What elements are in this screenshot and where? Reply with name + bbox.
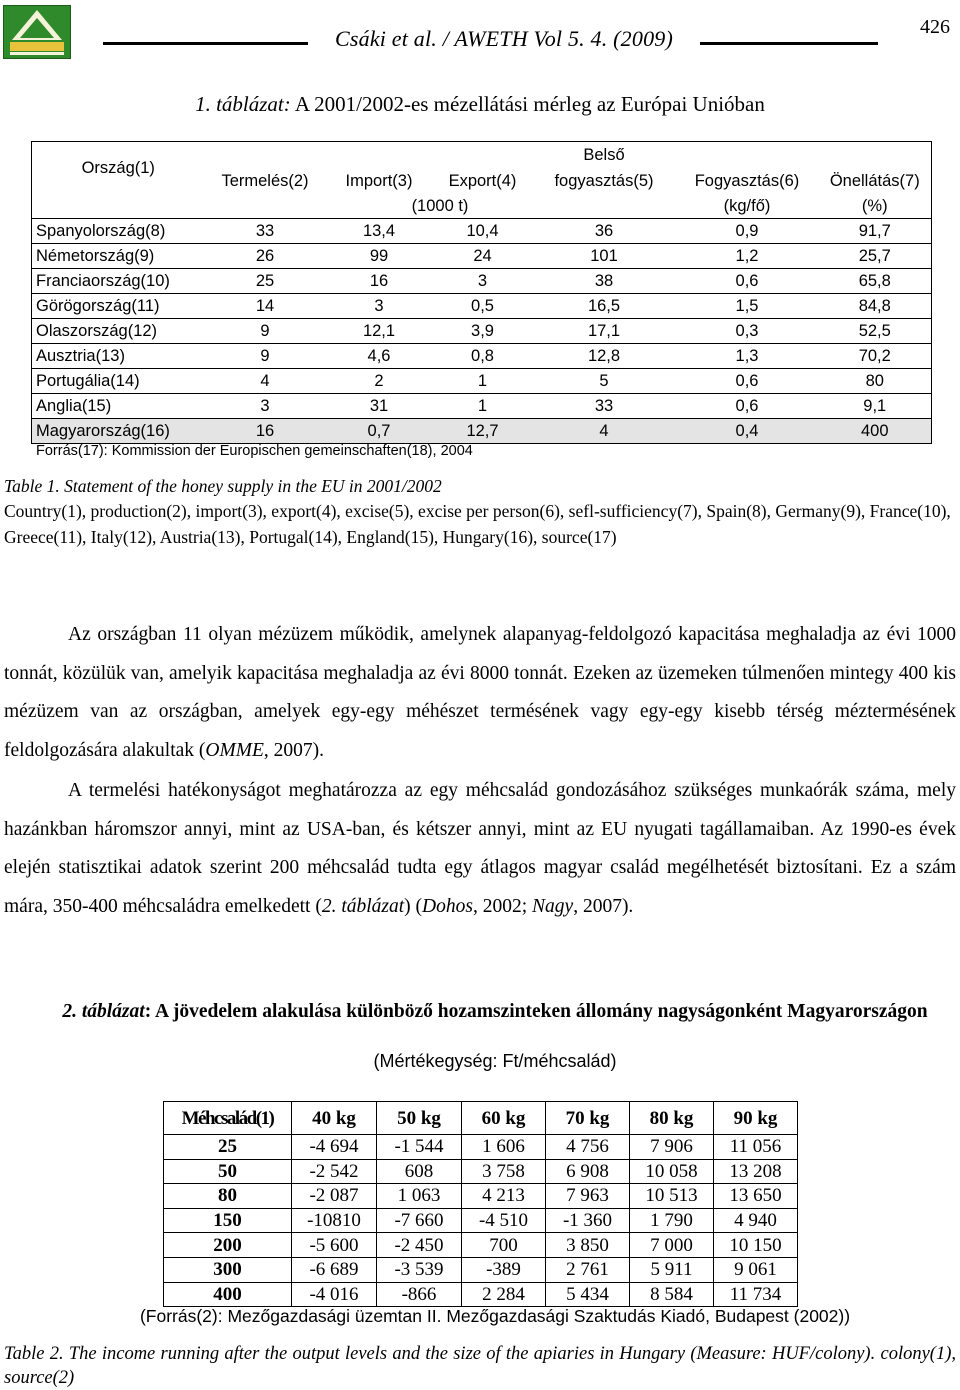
table1-cell-production: 9	[205, 319, 326, 344]
table1-cell-consumption: 12,8	[533, 344, 676, 369]
table1-cell-production: 33	[205, 219, 326, 244]
header-rule-left	[103, 42, 308, 45]
table1-cell-country: Magyarország(16)	[32, 419, 205, 444]
table2-caption-text: : A jövedelem alakulása különböző hozamszinteken állomány nagyságonként Magyarországon	[144, 1001, 928, 1022]
table1-cell-self-sufficiency: 25,7	[819, 244, 932, 269]
table2-cell-income: 4 756	[546, 1135, 630, 1160]
paragraph-2-mid-2: , 2002;	[472, 896, 533, 918]
table1-cell-production: 16	[205, 419, 326, 444]
table2-cell-income: -6 689	[292, 1257, 377, 1282]
table2-cell-income: 4 940	[714, 1208, 798, 1233]
table2-cell-income: 13 208	[714, 1159, 798, 1184]
table2-cell-income: -1 360	[546, 1208, 630, 1233]
table2-cell-income: 608	[377, 1159, 462, 1184]
table1-cell-import: 2	[326, 369, 433, 394]
table1-cell-consumption: 33	[533, 394, 676, 419]
table2-cell-income: 7 963	[546, 1184, 630, 1209]
table1-cell-self-sufficiency: 9,1	[819, 394, 932, 419]
table2-cell-income: 1 606	[462, 1135, 546, 1160]
paragraph-2-table-ref: 2. táblázat	[321, 896, 405, 918]
table2-col-yield: 60 kg	[462, 1102, 546, 1135]
table2-cell-income: -866	[377, 1282, 462, 1307]
table1-row	[32, 219, 932, 244]
paragraph-1-end: , 2007).	[263, 740, 325, 762]
table2-cell-income: -389	[462, 1257, 546, 1282]
table1-cell-import: 31	[326, 394, 433, 419]
table1-cell-production: 14	[205, 294, 326, 319]
table1-cell-per-person: 0,6	[676, 369, 819, 394]
table1-caption	[0, 92, 960, 117]
table2-cell-income: 8 584	[630, 1282, 714, 1307]
table2-header-row	[164, 1102, 798, 1135]
paragraph-2-mid: ) (	[404, 896, 423, 918]
table1-row	[32, 319, 932, 344]
paragraph-1-citation: OMME	[205, 740, 264, 762]
table1-cell-country: Portugália(14)	[32, 369, 205, 394]
table1-cell-country: Ausztria(13)	[32, 344, 205, 369]
table1-caption-text: A 2001/2002-es mézellátási mérleg az Európai Unióban	[290, 92, 765, 116]
table1-cell-country: Olaszország(12)	[32, 319, 205, 344]
table1-col-export: Export(4)	[433, 142, 533, 195]
table2-cell-income: 7 906	[630, 1135, 714, 1160]
table1-unit-percent: (%)	[819, 194, 932, 219]
table2-cell-income: 13 650	[714, 1184, 798, 1209]
table2-cell-income: 1 063	[377, 1184, 462, 1209]
table1-cell-import: 3	[326, 294, 433, 319]
paragraph-2-end: , 2007).	[573, 896, 634, 918]
paragraph-2-text: A termelési hatékonyságot meghatározza az egy méhcsalád gondozásához szükséges munkaórák száma, mely hazánkban háromszor annyi, mint az USA-ban, és kétszer annyi, mint az EU nyugati tagállamaiban. Az 1990-es évek elején statisztikai adatok szerint 200 méhcsalád tudta egy átlagos magyar család megélhetését biztosítani. Ez a szám mára, 350-400 méhcsaládra emelkedett (	[4, 780, 956, 918]
table2-cell-income: -4 016	[292, 1282, 377, 1307]
table1-cell-export: 0,8	[433, 344, 533, 369]
table2-cell-income: -5 600	[292, 1233, 377, 1258]
table1-col-consumption-l2: fogyasztás(5)	[554, 172, 654, 190]
table2-cell-income: 11 056	[714, 1135, 798, 1160]
table1-cell-import: 0,7	[326, 419, 433, 444]
table1-cell-production: 4	[205, 369, 326, 394]
table2-row-colony-count: 80	[164, 1184, 292, 1209]
table1-cell-export: 12,7	[433, 419, 533, 444]
table1-cell-per-person: 0,3	[676, 319, 819, 344]
table1-col-per-person: Fogyasztás(6)	[676, 142, 819, 195]
table1-cell-consumption: 4	[533, 419, 676, 444]
table2-cell-income: 4 213	[462, 1184, 546, 1209]
table2-cell-income: -2 450	[377, 1233, 462, 1258]
table1-cell-consumption: 17,1	[533, 319, 676, 344]
table1-cell-export: 3	[433, 269, 533, 294]
table2-col-yield: 40 kg	[292, 1102, 377, 1135]
table1-cell-self-sufficiency: 52,5	[819, 319, 932, 344]
table2-row	[164, 1159, 798, 1184]
table1-cell-import: 16	[326, 269, 433, 294]
table2-cell-income: 10 150	[714, 1233, 798, 1258]
header-rule-right	[700, 42, 878, 45]
table2-row	[164, 1208, 798, 1233]
table2-cell-income: -10810	[292, 1208, 377, 1233]
paragraph-2	[4, 772, 956, 927]
table1-cell-per-person: 1,3	[676, 344, 819, 369]
table1-cell-self-sufficiency: 65,8	[819, 269, 932, 294]
table1-cell-country: Németország(9)	[32, 244, 205, 269]
table1-cell-country: Spanyolország(8)	[32, 219, 205, 244]
page-number: 426	[920, 16, 950, 38]
table1-cell-per-person: 0,6	[676, 394, 819, 419]
table1-row	[32, 369, 932, 394]
table1-cell-per-person: 1,2	[676, 244, 819, 269]
table1-cell-self-sufficiency: 80	[819, 369, 932, 394]
table2-row-colony-count: 25	[164, 1135, 292, 1160]
table2-row-colony-count: 300	[164, 1257, 292, 1282]
paragraph-1-text: Az országban 11 olyan mézüzem működik, amelynek alapanyag-feldolgozó kapacitása meghaladja az évi 1000 tonnát, közülük van, amelyik kapacitása meghaladja az évi 8000 tonnát. Ezeken az üzemeken túlmenően mintegy 400 kis mézüzem van az országban, amelyek egy-egy méhészet termésének vagy egy-egy kisebb térség méztermésének feldolgozására alakultak (	[4, 624, 956, 762]
table1-cell-import: 12,1	[326, 319, 433, 344]
table2-cell-income: 10 513	[630, 1184, 714, 1209]
table1-cell-self-sufficiency: 84,8	[819, 294, 932, 319]
table2-cell-income: 2 761	[546, 1257, 630, 1282]
table1-cell-consumption: 16,5	[533, 294, 676, 319]
table2-cell-income: -2 542	[292, 1159, 377, 1184]
table1-cell-self-sufficiency: 400	[819, 419, 932, 444]
table1-row	[32, 269, 932, 294]
table2-row	[164, 1184, 798, 1209]
table2-row-colony-count: 400	[164, 1282, 292, 1307]
logo-emblem-icon	[4, 6, 70, 58]
table1-cell-export: 10,4	[433, 219, 533, 244]
table2-cell-income: -3 539	[377, 1257, 462, 1282]
table2-row	[164, 1257, 798, 1282]
table2-cell-income: 2 284	[462, 1282, 546, 1307]
running-head: Csáki et al. / AWETH Vol 5. 4. (2009)	[335, 26, 673, 51]
table1-unit-tonnes: (1000 t)	[205, 194, 676, 219]
table2-cell-income: 700	[462, 1233, 546, 1258]
table1-row	[32, 244, 932, 269]
table1-cell-per-person: 1,5	[676, 294, 819, 319]
table2-cell-income: -4 510	[462, 1208, 546, 1233]
table2-cell-income: 5 434	[546, 1282, 630, 1307]
table2-cell-income: 3 758	[462, 1159, 546, 1184]
table1-en-legend: Country(1), production(2), import(3), export(4), excise(5), excise per person(6), sefl-sufficiency(7), Spain(8), Germany(9), France(10), Greece(11), Italy(12), Austria(13), Portugal(14), England(15), Hungary(16), source(17)	[4, 501, 951, 547]
table2-row-colony-count: 200	[164, 1233, 292, 1258]
table1-col-self-sufficiency: Önellátás(7)	[819, 142, 932, 195]
table2-cell-income: -7 660	[377, 1208, 462, 1233]
table2-row	[164, 1135, 798, 1160]
table1-cell-export: 0,5	[433, 294, 533, 319]
table1-en-caption: Table 1. Statement of the honey supply in the EU in 2001/2002	[4, 476, 442, 496]
table2-en-caption: Table 2. The income running after the output levels and the size of the apiaries in Hungary (Measure: HUF/colony). colony(1), source(2)	[4, 1344, 956, 1388]
table1-cell-import: 99	[326, 244, 433, 269]
table1-header-row	[32, 142, 932, 169]
table1-cell-country: Anglia(15)	[32, 394, 205, 419]
table1-cell-export: 1	[433, 394, 533, 419]
table2-cell-income: 6 908	[546, 1159, 630, 1184]
table1-cell-consumption: 5	[533, 369, 676, 394]
paragraph-2-citation-2: Nagy	[532, 896, 574, 918]
table1-units-row	[32, 194, 932, 219]
table1-unit-per-person: (kg/fő)	[676, 194, 819, 219]
table1-cell-production: 3	[205, 394, 326, 419]
table1-col-production: Termelés(2)	[205, 142, 326, 195]
table1-cell-import: 13,4	[326, 219, 433, 244]
table2-caption	[0, 999, 960, 1025]
table1-cell-consumption: 101	[533, 244, 676, 269]
table1-source: Forrás(17): Kommission der Europischen gemeinschaften(18), 2004	[36, 443, 473, 459]
table1-cell-production: 26	[205, 244, 326, 269]
table2-cell-income: 10 058	[630, 1159, 714, 1184]
table2-cell-income: 11 734	[714, 1282, 798, 1307]
table2-col-yield: 70 kg	[546, 1102, 630, 1135]
table2-caption-label: 2. táblázat	[62, 1001, 145, 1022]
table2-row	[164, 1282, 798, 1307]
table2-col-colony: Méhcsalád(1)	[164, 1102, 292, 1135]
journal-logo	[3, 5, 71, 59]
table1-cell-per-person: 0,6	[676, 269, 819, 294]
table2-source: (Forrás(2): Mezőgazdasági üzemtan II. Mezőgazdasági Szaktudás Kiadó, Budapest (2002))	[139, 1306, 851, 1326]
table1-cell-production: 9	[205, 344, 326, 369]
table2-cell-income: 5 911	[630, 1257, 714, 1282]
table1-cell-self-sufficiency: 91,7	[819, 219, 932, 244]
table1-cell-consumption: 38	[533, 269, 676, 294]
table1-cell-per-person: 0,9	[676, 219, 819, 244]
table1	[31, 141, 932, 444]
table1-col-country: Ország(1)	[32, 142, 205, 195]
table1-cell-country: Franciaország(10)	[32, 269, 205, 294]
table1-row	[32, 344, 932, 369]
table1-cell-country: Görögország(11)	[32, 294, 205, 319]
table2	[163, 1101, 798, 1307]
paragraph-1	[4, 616, 956, 771]
table1-caption-label: 1. táblázat:	[195, 92, 291, 116]
table2-cell-income: 3 850	[546, 1233, 630, 1258]
table1-cell-per-person: 0,4	[676, 419, 819, 444]
table2-row-colony-count: 150	[164, 1208, 292, 1233]
table2-cell-income: 1 790	[630, 1208, 714, 1233]
table2-cell-income: -1 544	[377, 1135, 462, 1160]
table1-col-consumption-l1: Belső	[533, 142, 676, 169]
table1-cell-consumption: 36	[533, 219, 676, 244]
table1-col-import: Import(3)	[326, 142, 433, 195]
table1-row	[32, 394, 932, 419]
table1-cell-production: 25	[205, 269, 326, 294]
table2-cell-income: -2 087	[292, 1184, 377, 1209]
table2-col-yield: 50 kg	[377, 1102, 462, 1135]
table1-cell-export: 1	[433, 369, 533, 394]
table1-cell-import: 4,6	[326, 344, 433, 369]
table2-row	[164, 1233, 798, 1258]
table1-cell-export: 24	[433, 244, 533, 269]
table2-col-yield: 80 kg	[630, 1102, 714, 1135]
table2-cell-income: 7 000	[630, 1233, 714, 1258]
table2-cell-income: -4 694	[292, 1135, 377, 1160]
table1-cell-self-sufficiency: 70,2	[819, 344, 932, 369]
paragraph-2-citation-1: Dohos	[422, 896, 473, 918]
table1-cell-export: 3,9	[433, 319, 533, 344]
table2-row-colony-count: 50	[164, 1159, 292, 1184]
table2-col-yield: 90 kg	[714, 1102, 798, 1135]
table1-row	[32, 419, 932, 444]
table2-unit: (Mértékegység: Ft/méhcsalád)	[373, 1051, 617, 1071]
table1-row	[32, 294, 932, 319]
table2-cell-income: 9 061	[714, 1257, 798, 1282]
